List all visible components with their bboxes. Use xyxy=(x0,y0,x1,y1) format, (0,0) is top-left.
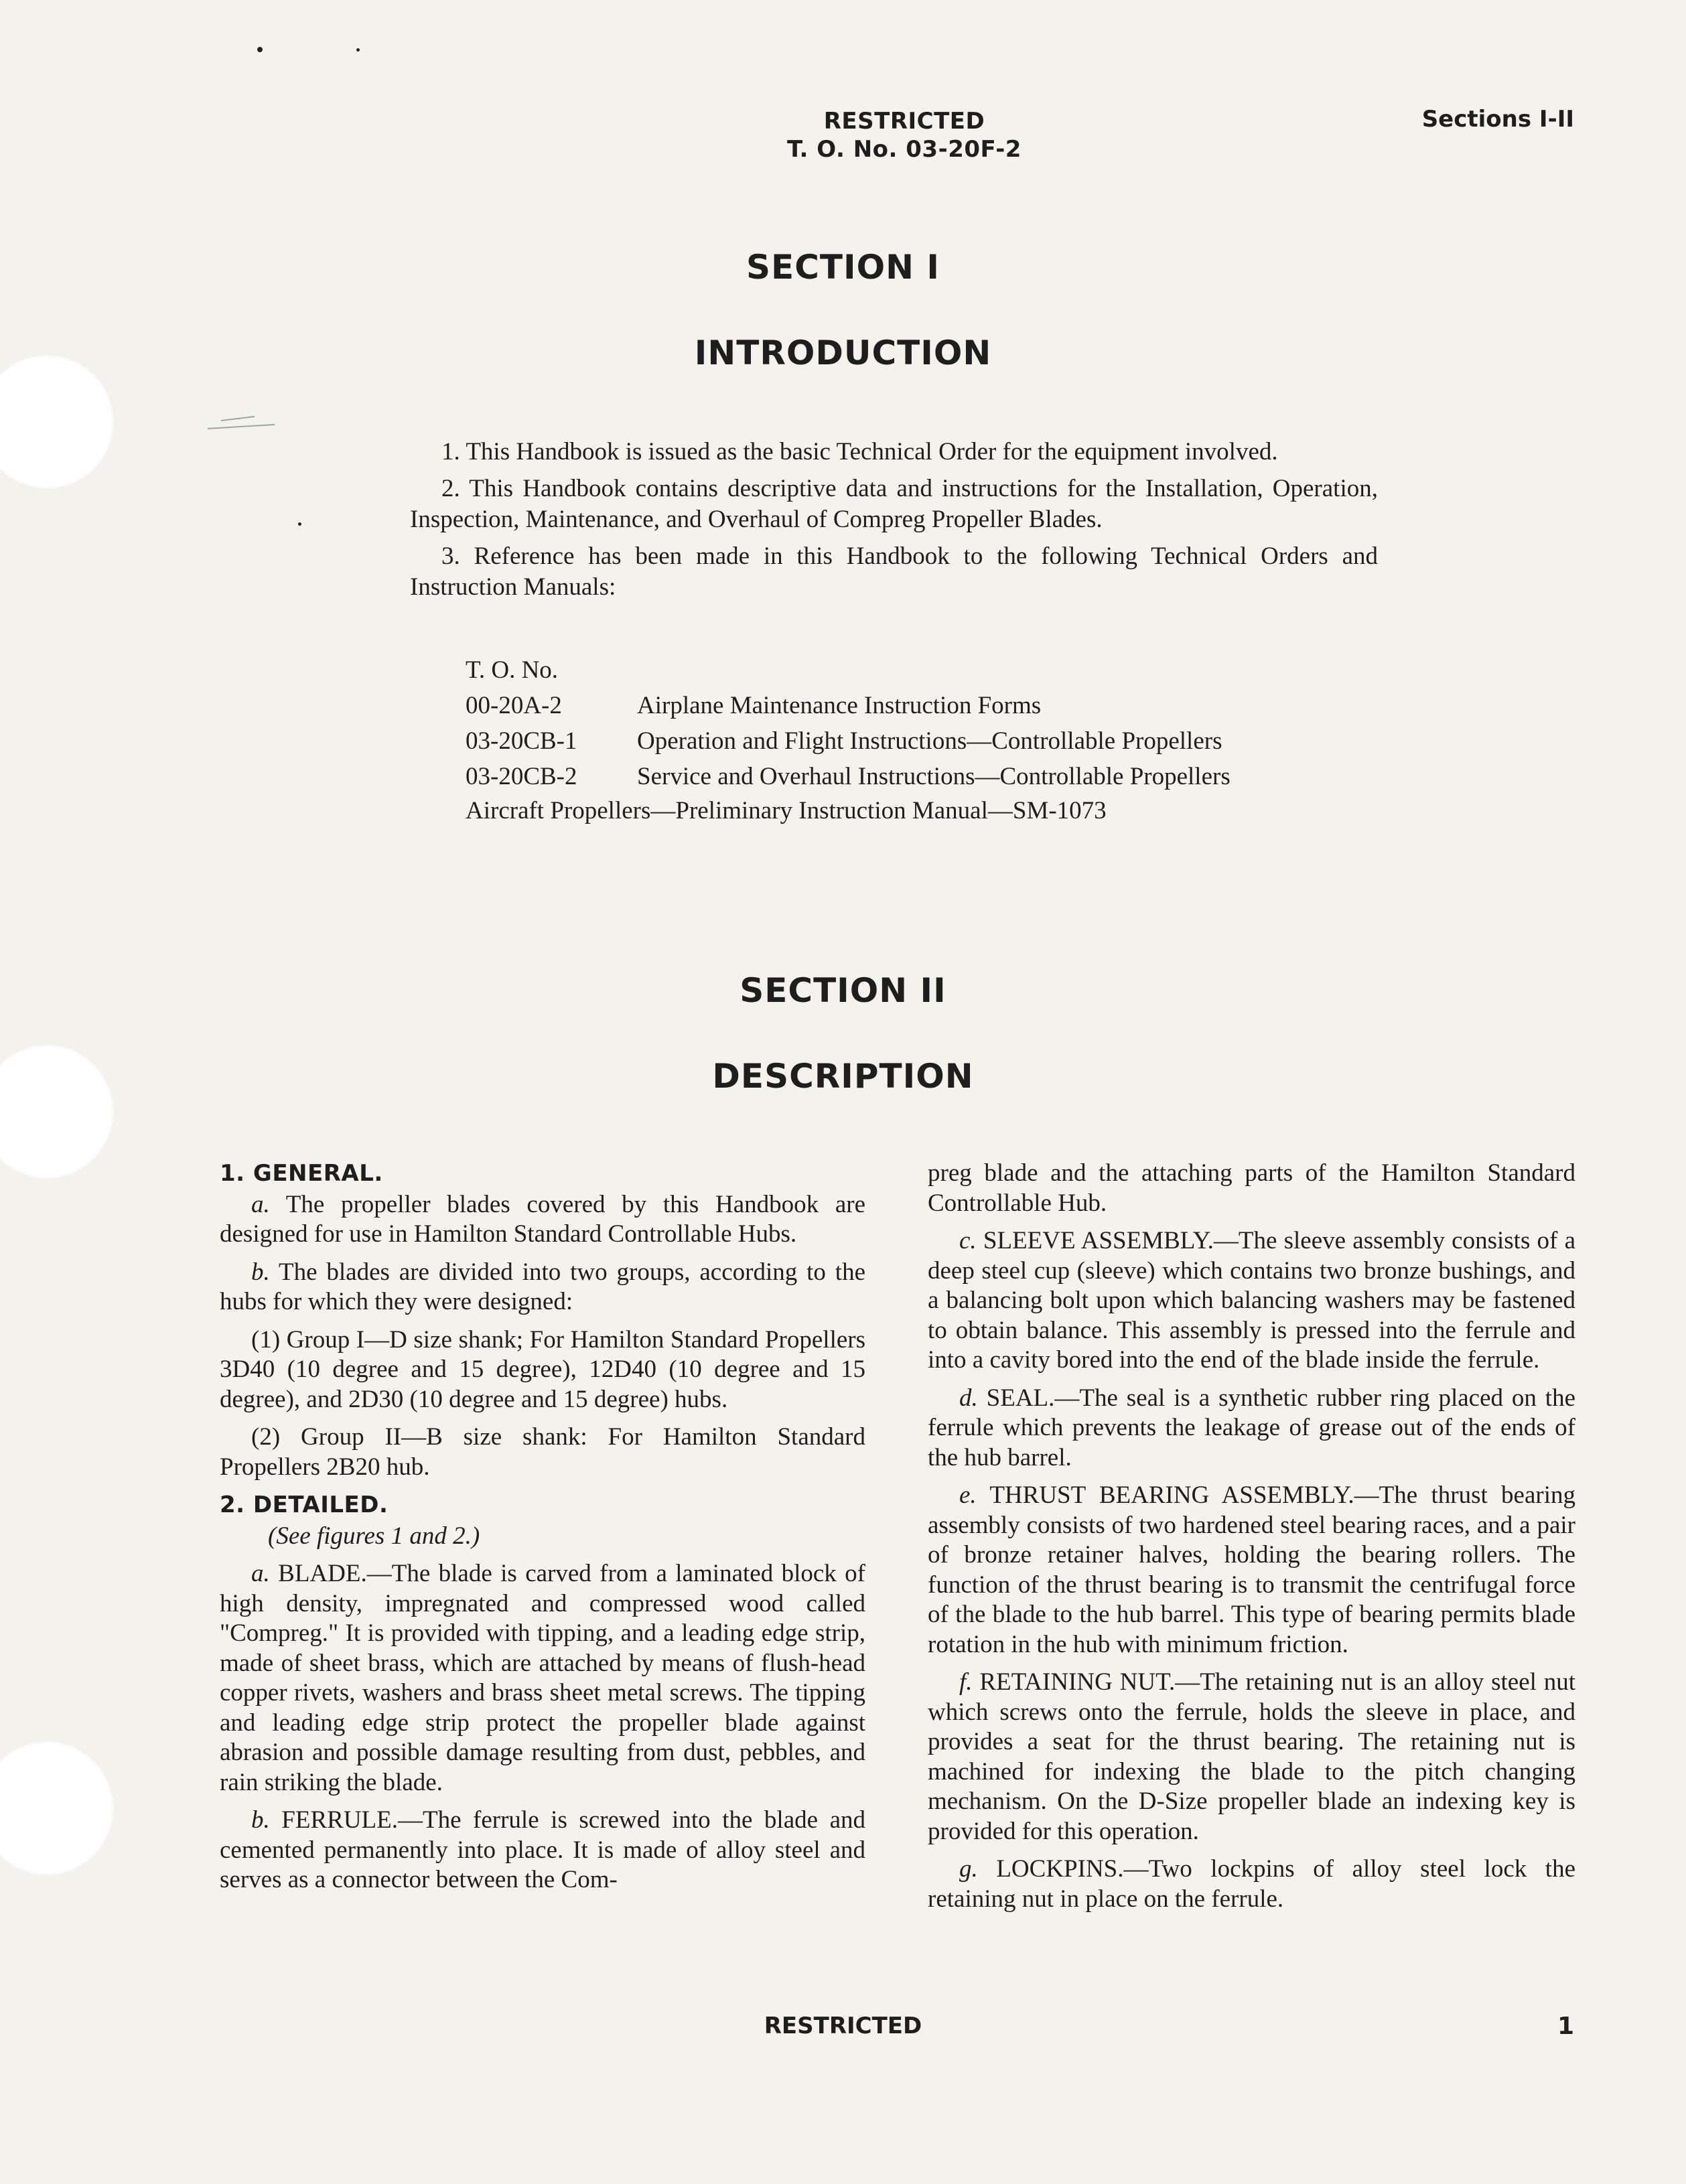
intro-paragraph: 3. Reference has been made in this Handbook to the following Technical Orders and Instruction Manuals: xyxy=(410,542,1378,601)
general-paragraph-b xyxy=(220,1258,865,1317)
paragraph-text: The blades are divided into two groups, according to the hubs for which they were designed: xyxy=(220,1258,865,1315)
to-title: Operation and Flight Instructions—Controllable Propellers xyxy=(637,727,1222,755)
header-to-number: T. O. No. 03-20F-2 xyxy=(787,136,1022,163)
punch-hole-top xyxy=(0,355,114,489)
punch-hole-bottom xyxy=(0,1741,114,1875)
paragraph-text: BLADE.—The blade is carved from a laminated block of high density, impregnated and compressed wood called "Compreg." It is provided with tipping, and a leading edge strip, made of sheet brass, which are attached by means of flush-head copper rivets, washers and brass sheet metal screws. The tipping and leading edge strip protect the propeller blade against abrasion and possible damage resulting from dust, pebbles, and rain striking the blade. xyxy=(220,1560,865,1796)
to-reference-row xyxy=(466,761,1231,792)
right-column xyxy=(928,1159,1575,1922)
header-classification: RESTRICTED xyxy=(823,108,985,135)
to-title: Airplane Maintenance Instruction Forms xyxy=(637,692,1042,719)
lockpins-paragraph xyxy=(928,1854,1575,1914)
paragraph-text: RETAINING NUT.—The retaining nut is an alloy steel nut which screws onto the ferrule, holds the sleeve in place, and provides a seat for the thrust bearing. The retaining nut is machined for indexing the blade to the pitch changing mechanism. On the D-Size propeller blade an indexing key is provided for this operation. xyxy=(928,1668,1576,1845)
to-reference-row xyxy=(466,726,1222,757)
to-reference-row xyxy=(466,690,1041,721)
to-code: 03-20CB-2 xyxy=(466,763,577,790)
general-paragraph-a xyxy=(220,1190,865,1250)
seal-paragraph xyxy=(928,1384,1575,1473)
general-heading: 1. GENERAL. xyxy=(220,1160,383,1187)
manual-reference: Aircraft Propellers—Preliminary Instruction Manual—SM-1073 xyxy=(466,797,1107,824)
speck xyxy=(356,48,360,52)
to-code: 00-20A-2 xyxy=(466,692,562,719)
item-letter: f. xyxy=(959,1668,973,1696)
speck xyxy=(298,522,301,526)
nut-paragraph xyxy=(928,1668,1575,1846)
ferrule-continuation: preg blade and the attaching parts of the Hamilton Standard Controllable Hub. xyxy=(928,1159,1575,1217)
item-letter: c. xyxy=(959,1227,977,1254)
paragraph-text: SLEEVE ASSEMBLY.—The sleeve assembly consists of a deep steel cup (sleeve) which contains two bronze bushings, and a balancing bolt upon which balancing washers may be fastened to obtain balance. This assembly is pressed into the ferrule and into a cavity bored into the end of the blade inside the ferrule. xyxy=(928,1227,1575,1374)
to-title: Service and Overhaul Instructions—Controllable Propellers xyxy=(637,763,1231,790)
paragraph-text: The propeller blades covered by this Handbook are designed for use in Hamilton Standard Controllable Hubs. xyxy=(220,1190,865,1248)
item-letter: a. xyxy=(251,1560,270,1587)
to-list-header: T. O. No. xyxy=(466,656,559,684)
group-1: (1) Group I—D size shank; For Hamilton Standard Propellers 3D40 (10 degree and 15 degree), 12D40 (10 degree and 15 degree), and 2D30 (10 degree and 15 degree) hubs. xyxy=(220,1325,865,1413)
paragraph-text: THRUST BEARING ASSEMBLY.—The thrust bearing assembly consists of two hardened steel bearing races, and a pair of bronze retainer halves, holding the bearing rollers. The function of the thrust bearing is to transmit the centrifugal force of the blade to the hub barrel. This type of bearing permits blade rotation in the hub with minimum friction. xyxy=(928,1481,1575,1658)
section2-title: DESCRIPTION xyxy=(712,1057,974,1096)
header-sections: Sections I-II xyxy=(1421,106,1574,133)
item-letter: e. xyxy=(959,1481,977,1509)
section2-number: SECTION II xyxy=(740,971,946,1010)
item-letter: g. xyxy=(959,1855,978,1883)
pencil-mark xyxy=(201,415,281,455)
item-letter: b. xyxy=(251,1258,270,1286)
item-letter: b. xyxy=(251,1806,270,1834)
footer-classification: RESTRICTED xyxy=(764,2013,922,2039)
paragraph-text: SEAL.—The seal is a synthetic rubber ring placed on the ferrule which prevents the leakage of grease out of the ends of the hub barrel. xyxy=(928,1384,1575,1471)
thrust-paragraph xyxy=(928,1481,1575,1660)
ferrule-paragraph xyxy=(220,1806,865,1895)
sleeve-paragraph xyxy=(928,1226,1575,1376)
detailed-heading: 2. DETAILED. xyxy=(220,1491,389,1518)
section1-title: INTRODUCTION xyxy=(694,334,992,372)
intro-paragraph: 2. This Handbook contains descriptive data and instructions for the Installation, Operation, Inspection, Maintenance, and Overhaul of Compreg Propeller Blades. xyxy=(410,475,1378,533)
paragraph-text: FERRULE.—The ferrule is screwed into the blade and cemented permanently into place. It is made of alloy steel and serves as a connector between the Com- xyxy=(220,1806,866,1893)
to-code: 03-20CB-1 xyxy=(466,727,577,755)
paragraph-text: LOCKPINS.—Two lockpins of alloy steel lock the retaining nut in place on the ferrule. xyxy=(928,1855,1576,1913)
item-letter: a. xyxy=(251,1190,270,1218)
page-number: 1 xyxy=(1557,2013,1574,2040)
blade-paragraph xyxy=(220,1559,865,1798)
intro-paragraph: 1. This Handbook is issued as the basic Technical Order for the equipment involved. xyxy=(441,438,1278,465)
section1-number: SECTION I xyxy=(746,248,940,287)
item-letter: d. xyxy=(959,1384,978,1412)
speck xyxy=(257,47,263,52)
intro-paragraphs xyxy=(410,437,1378,609)
page-header xyxy=(737,107,1072,163)
group-2: (2) Group II—B size shank: For Hamilton Standard Propellers 2B20 hub. xyxy=(220,1423,865,1481)
figure-note: (See figures 1 and 2.) xyxy=(268,1522,480,1550)
left-column xyxy=(220,1159,865,1903)
